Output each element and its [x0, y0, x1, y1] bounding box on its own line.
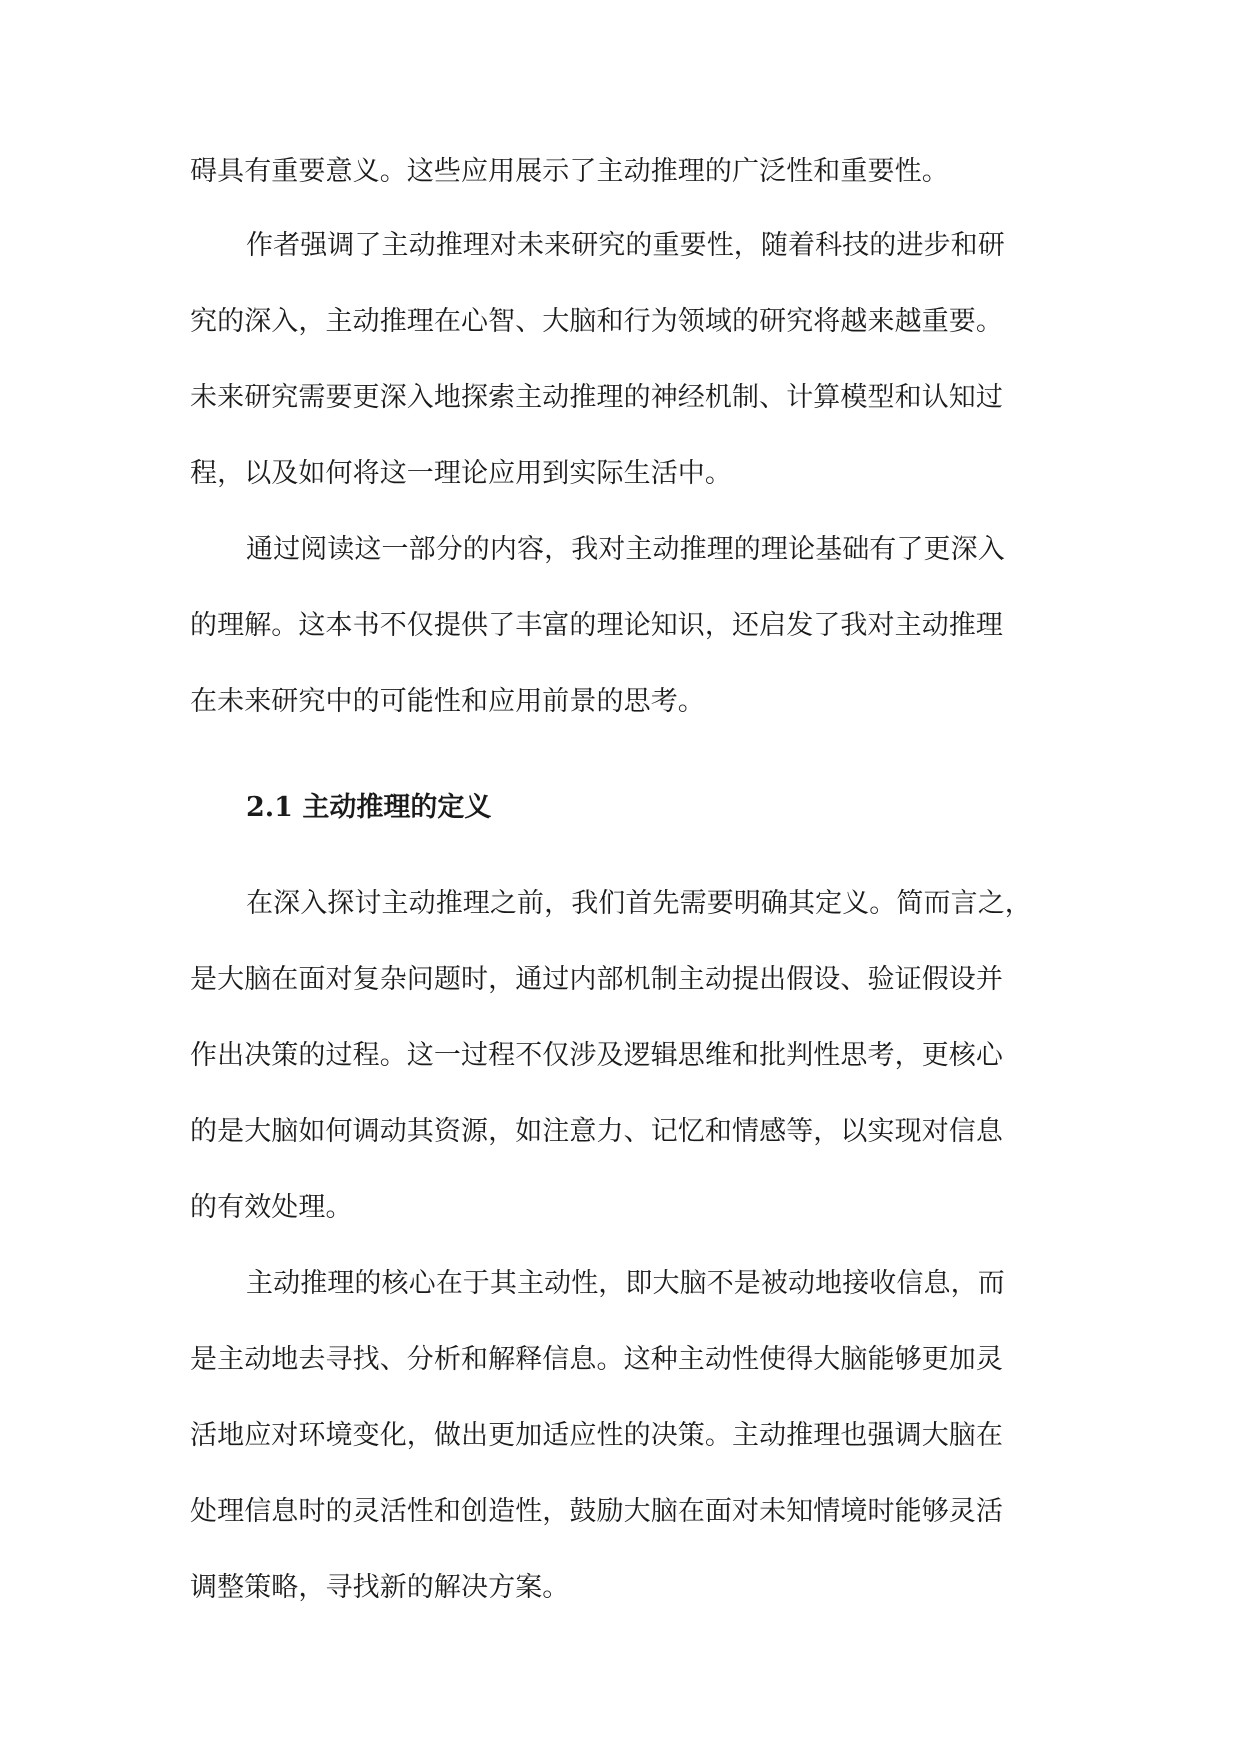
- text-line: 主动推理的核心在于其主动性，即大脑不是被动地接收信息，而: [246, 1268, 1005, 1299]
- text-line: 究的深入，主动推理在心智、大脑和行为领域的研究将越来越重要。: [190, 306, 1003, 337]
- text-line: 通过阅读这一部分的内容，我对主动推理的理论基础有了更深入: [246, 534, 1005, 565]
- text-line: 的是大脑如何调动其资源，如注意力、记忆和情感等，以实现对信息: [190, 1116, 1003, 1147]
- text-line: 碍具有重要意义。这些应用展示了主动推理的广泛性和重要性。: [190, 156, 949, 187]
- text-line: 在深入探讨主动推理之前，我们首先需要明确其定义。简而言之，: [246, 888, 1032, 919]
- text-line: 的理解。这本书不仅提供了丰富的理论知识，还启发了我对主动推理: [190, 610, 1003, 641]
- text-line: 调整策略，寻找新的解决方案。: [190, 1572, 570, 1603]
- text-line: 未来研究需要更深入地探索主动推理的神经机制、计算模型和认知过: [190, 382, 1003, 413]
- text-line: 程，以及如何将这一理论应用到实际生活中。: [190, 458, 732, 489]
- text-line: 处理信息时的灵活性和创造性，鼓励大脑在面对未知情境时能够灵活: [190, 1496, 1003, 1527]
- text-line: 是主动地去寻找、分析和解释信息。这种主动性使得大脑能够更加灵: [190, 1344, 1003, 1375]
- text-line: 活地应对环境变化，做出更加适应性的决策。主动推理也强调大脑在: [190, 1420, 1003, 1451]
- text-line: 是大脑在面对复杂问题时，通过内部机制主动提出假设、验证假设并: [190, 964, 1003, 995]
- section-heading: 2.1 主动推理的定义: [246, 792, 492, 823]
- text-line: 的有效处理。: [190, 1192, 353, 1223]
- text-line: 在未来研究中的可能性和应用前景的思考。: [190, 686, 705, 717]
- text-line: 作出决策的过程。这一过程不仅涉及逻辑思维和批判性思考，更核心: [190, 1040, 1003, 1071]
- text-line: 作者强调了主动推理对未来研究的重要性，随着科技的进步和研: [246, 230, 1005, 261]
